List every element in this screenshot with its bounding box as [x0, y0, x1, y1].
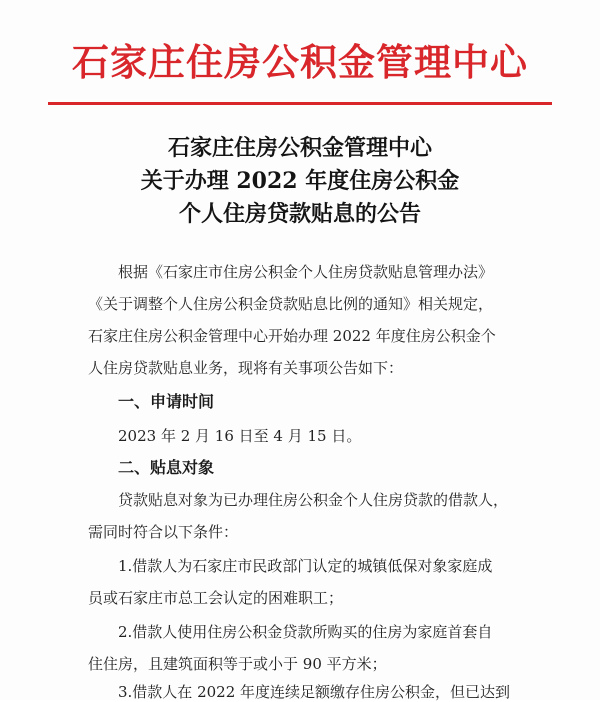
intro-line: 《关于调整个人住房公积金贷款贴息比例的通知》相关规定，	[88, 295, 494, 313]
letterhead-rule	[48, 102, 552, 105]
section-heading-application-time: 一、申请时间	[118, 392, 215, 411]
intro-line: 人住房贷款贴息业务，现将有关事项公告如下：	[88, 359, 404, 377]
notice-title-line: 关于办理 2022 年度住房公积金	[140, 168, 460, 194]
notice-title	[0, 132, 600, 231]
application-time-text: 2023 年 2 月 16 日至 4 月 15 日。	[118, 427, 362, 445]
condition-line: 3.借款人在 2022 年度连续足额缴存住房公积金，但已达到	[118, 683, 511, 701]
intro-line: 石家庄住房公积金管理中心开始办理 2022 年度住房公积金个	[88, 327, 496, 345]
condition-line: 2.借款人使用住房公积金贷款所购买的住房为家庭首套自	[118, 623, 493, 641]
condition-line: 员或石家庄市总工会认定的困难职工；	[88, 589, 344, 607]
condition-line: 1.借款人为石家庄市民政部门认定的城镇低保对象家庭成	[118, 557, 493, 575]
section-heading-subsidy-target: 二、贴息对象	[118, 458, 215, 477]
notice-title-line: 石家庄住房公积金管理中心	[167, 135, 432, 161]
letterhead-title: 石家庄住房公积金管理中心	[72, 40, 528, 84]
subsidy-target-line: 需同时符合以下条件：	[88, 523, 239, 541]
notice-title-line: 个人住房贷款贴息的公告	[178, 201, 421, 227]
intro-line: 根据《石家庄市住房公积金个人住房贷款贴息管理办法》	[118, 263, 494, 281]
condition-line: 住住房，且建筑面积等于或小于 90 平方米；	[88, 655, 387, 673]
subsidy-target-line: 贷款贴息对象为已办理住房公积金个人住房贷款的借款人，	[118, 491, 509, 509]
